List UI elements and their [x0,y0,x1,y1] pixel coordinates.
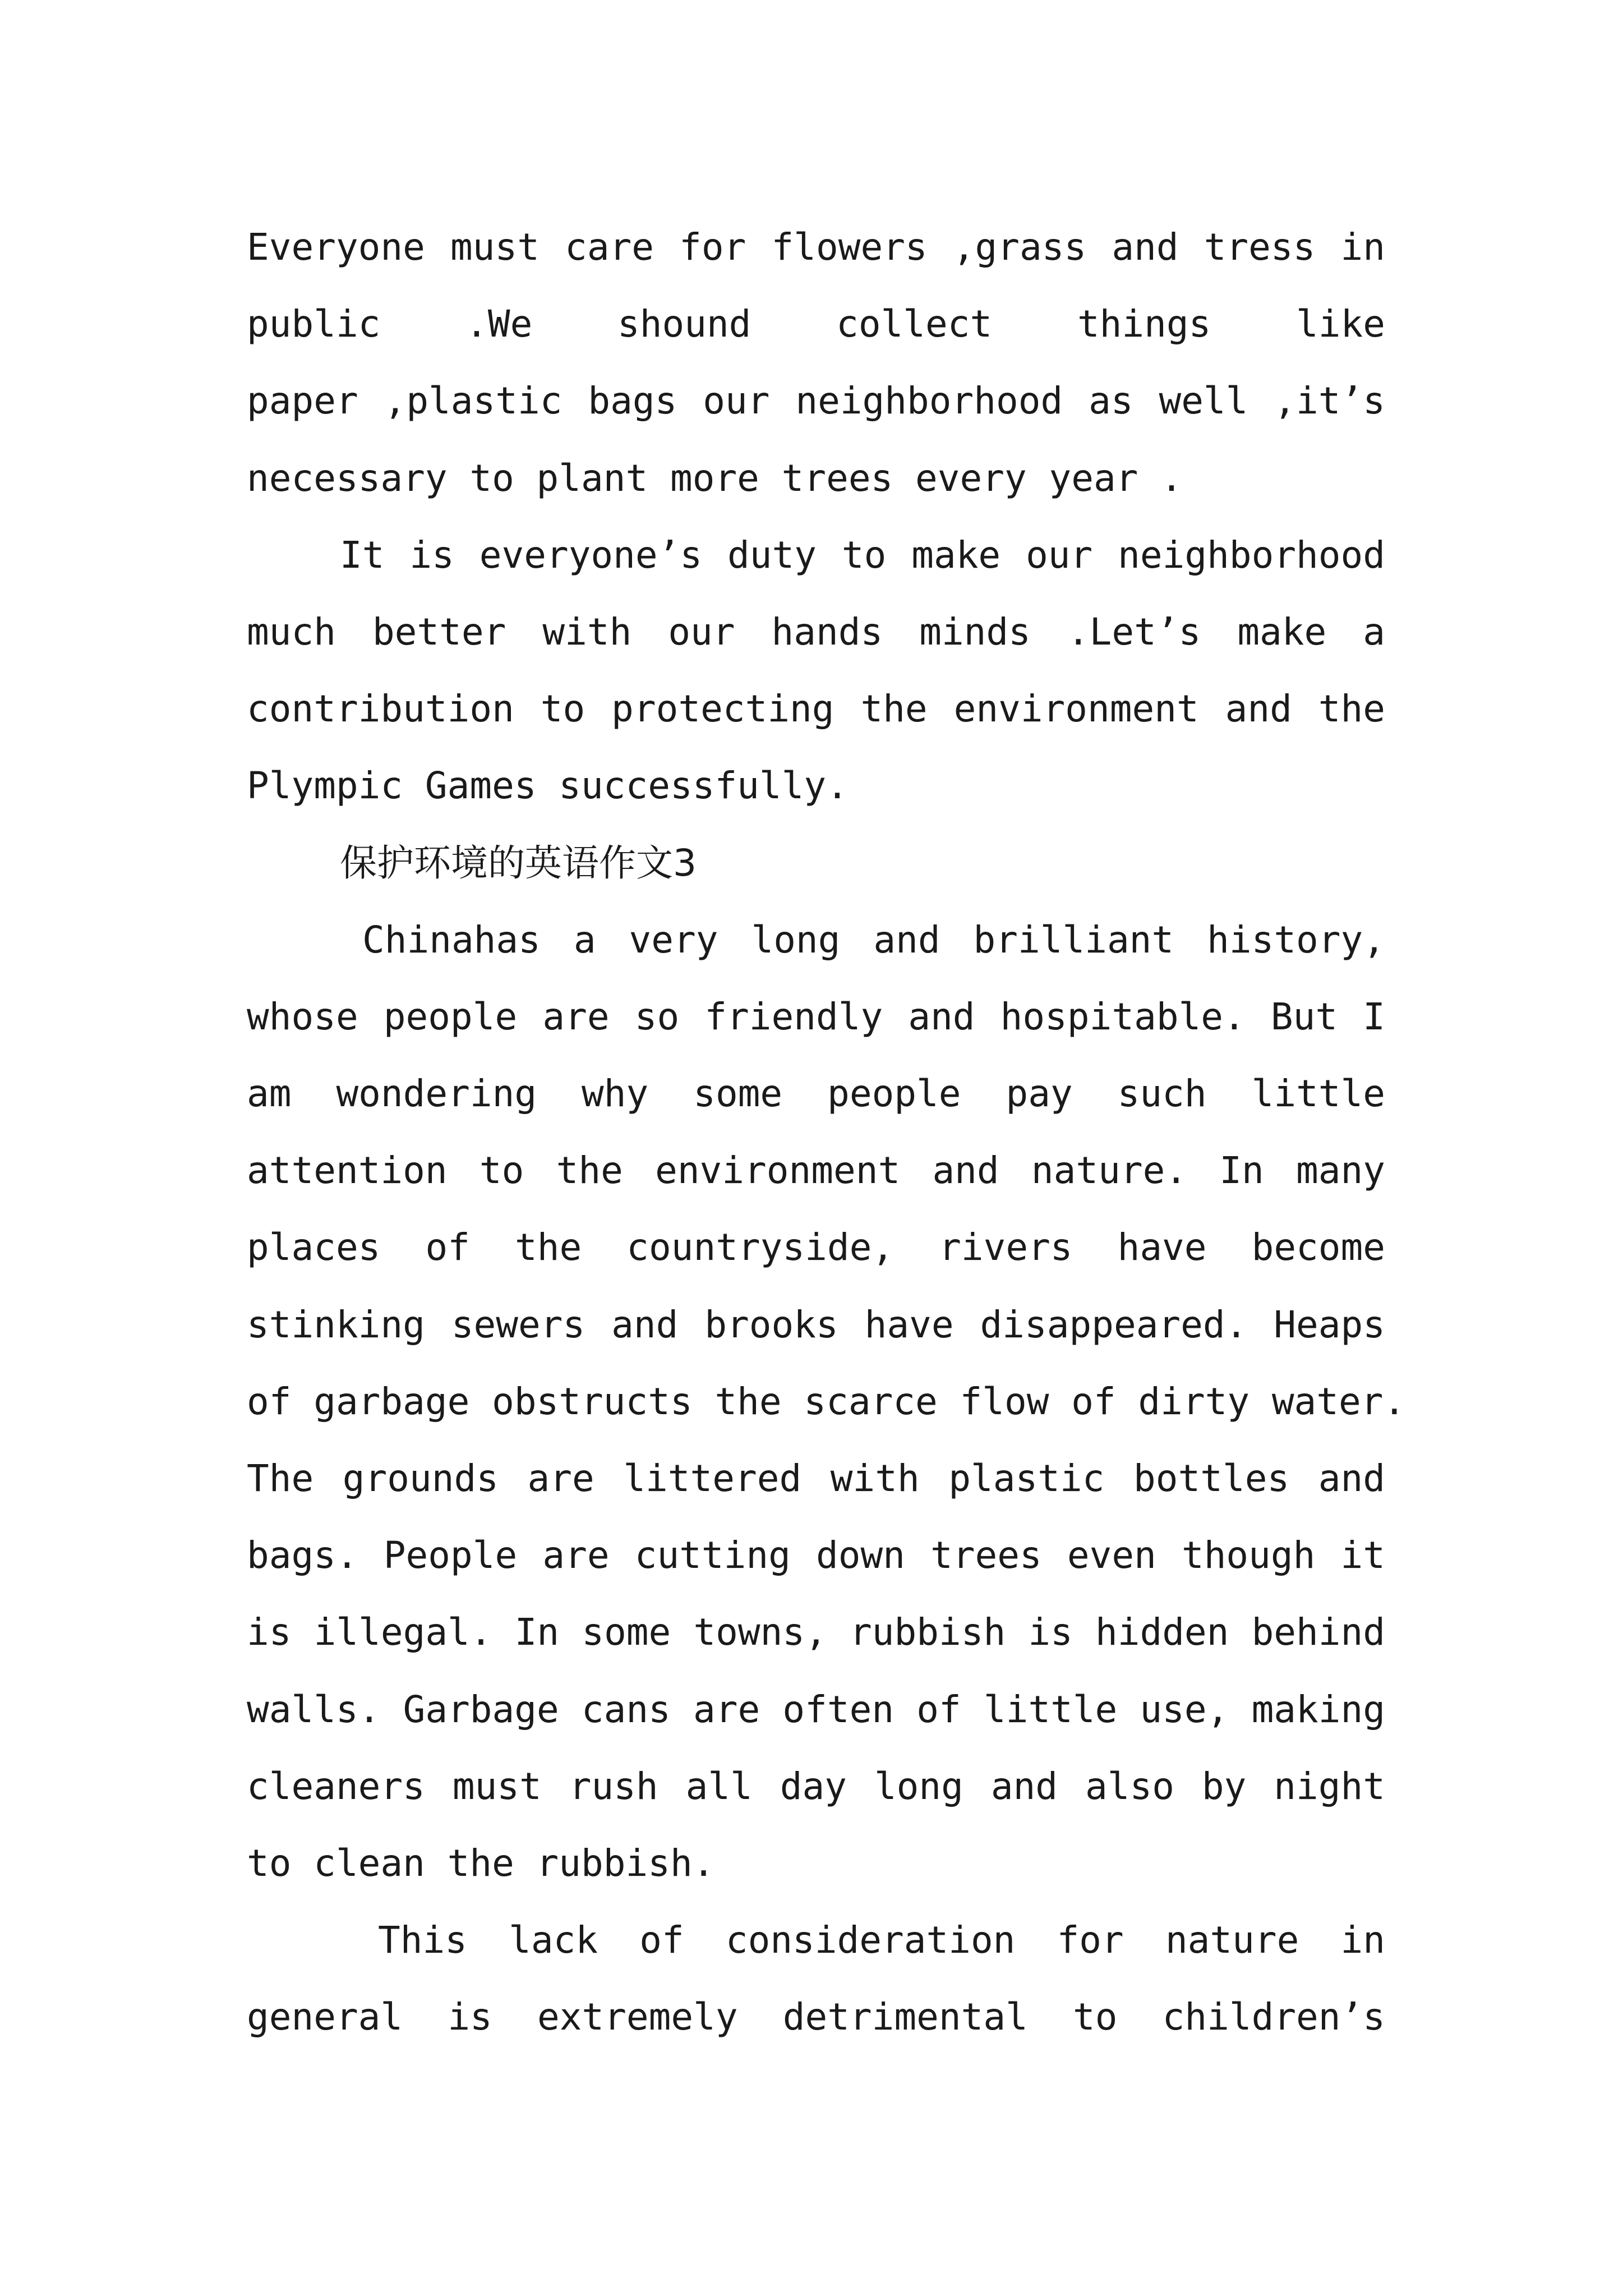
paragraph-1-line-1: Everyone must care for flowers ,grass and tress in [247,226,1385,269]
paragraph-3-line-1: Chinahas a very long and brilliant history, [362,918,1385,961]
paragraph-1-line-3: paper ,plastic bags our neighborhood as well ,it’s [247,379,1385,423]
paragraph-4-line-2: general is extremely detrimental to children’s [247,1995,1385,2039]
paragraph-3-line-6: stinking sewers and brooks have disappeared. Heaps [247,1303,1385,1346]
section-heading: 保护环境的英语作文3 [340,841,697,885]
paragraph-1-line-4: necessary to plant more trees every year . [247,456,1183,500]
paragraph-3-line-8: The grounds are littered with plastic bottles and [247,1457,1385,1500]
paragraph-3-line-2: whose people are so friendly and hospitable. But I [247,995,1385,1038]
paragraph-3-line-4: attention to the environment and nature. In many [247,1149,1385,1193]
document-body [247,209,1406,2056]
paragraph-3-line-12: cleaners must rush all day long and also by night [247,1764,1385,1808]
paragraph-3-line-3: am wondering why some people pay such little [247,1072,1385,1116]
paragraph-3-line-10: is illegal. In some towns, rubbish is hidden behind [247,1611,1385,1654]
paragraph-3-line-9: bags. People are cutting down trees even though it [247,1534,1385,1577]
paragraph-2-line-1: It is everyone’s duty to make our neighborhood [340,533,1385,577]
paragraph-4-line-1: This lack of consideration for nature in [378,1918,1385,1962]
paragraph-3-line-5: places of the countryside, rivers have become [247,1226,1385,1269]
paragraph-3-line-13: to clean the rubbish. [247,1841,715,1885]
paragraph-2-line-2: much better with our hands minds .Let’s make a [247,610,1385,654]
paragraph-1-line-2: public .We shound collect things like [247,302,1385,346]
paragraph-2-line-4: Plympic Games successfully. [247,764,849,808]
paragraph-3-line-7: of garbage obstructs the scarce flow of dirty water. [247,1379,1406,1423]
paragraph-2-line-3: contribution to protecting the environment and the [247,687,1385,731]
paragraph-3-line-11: walls. Garbage cans are often of little use, making [247,1687,1385,1731]
